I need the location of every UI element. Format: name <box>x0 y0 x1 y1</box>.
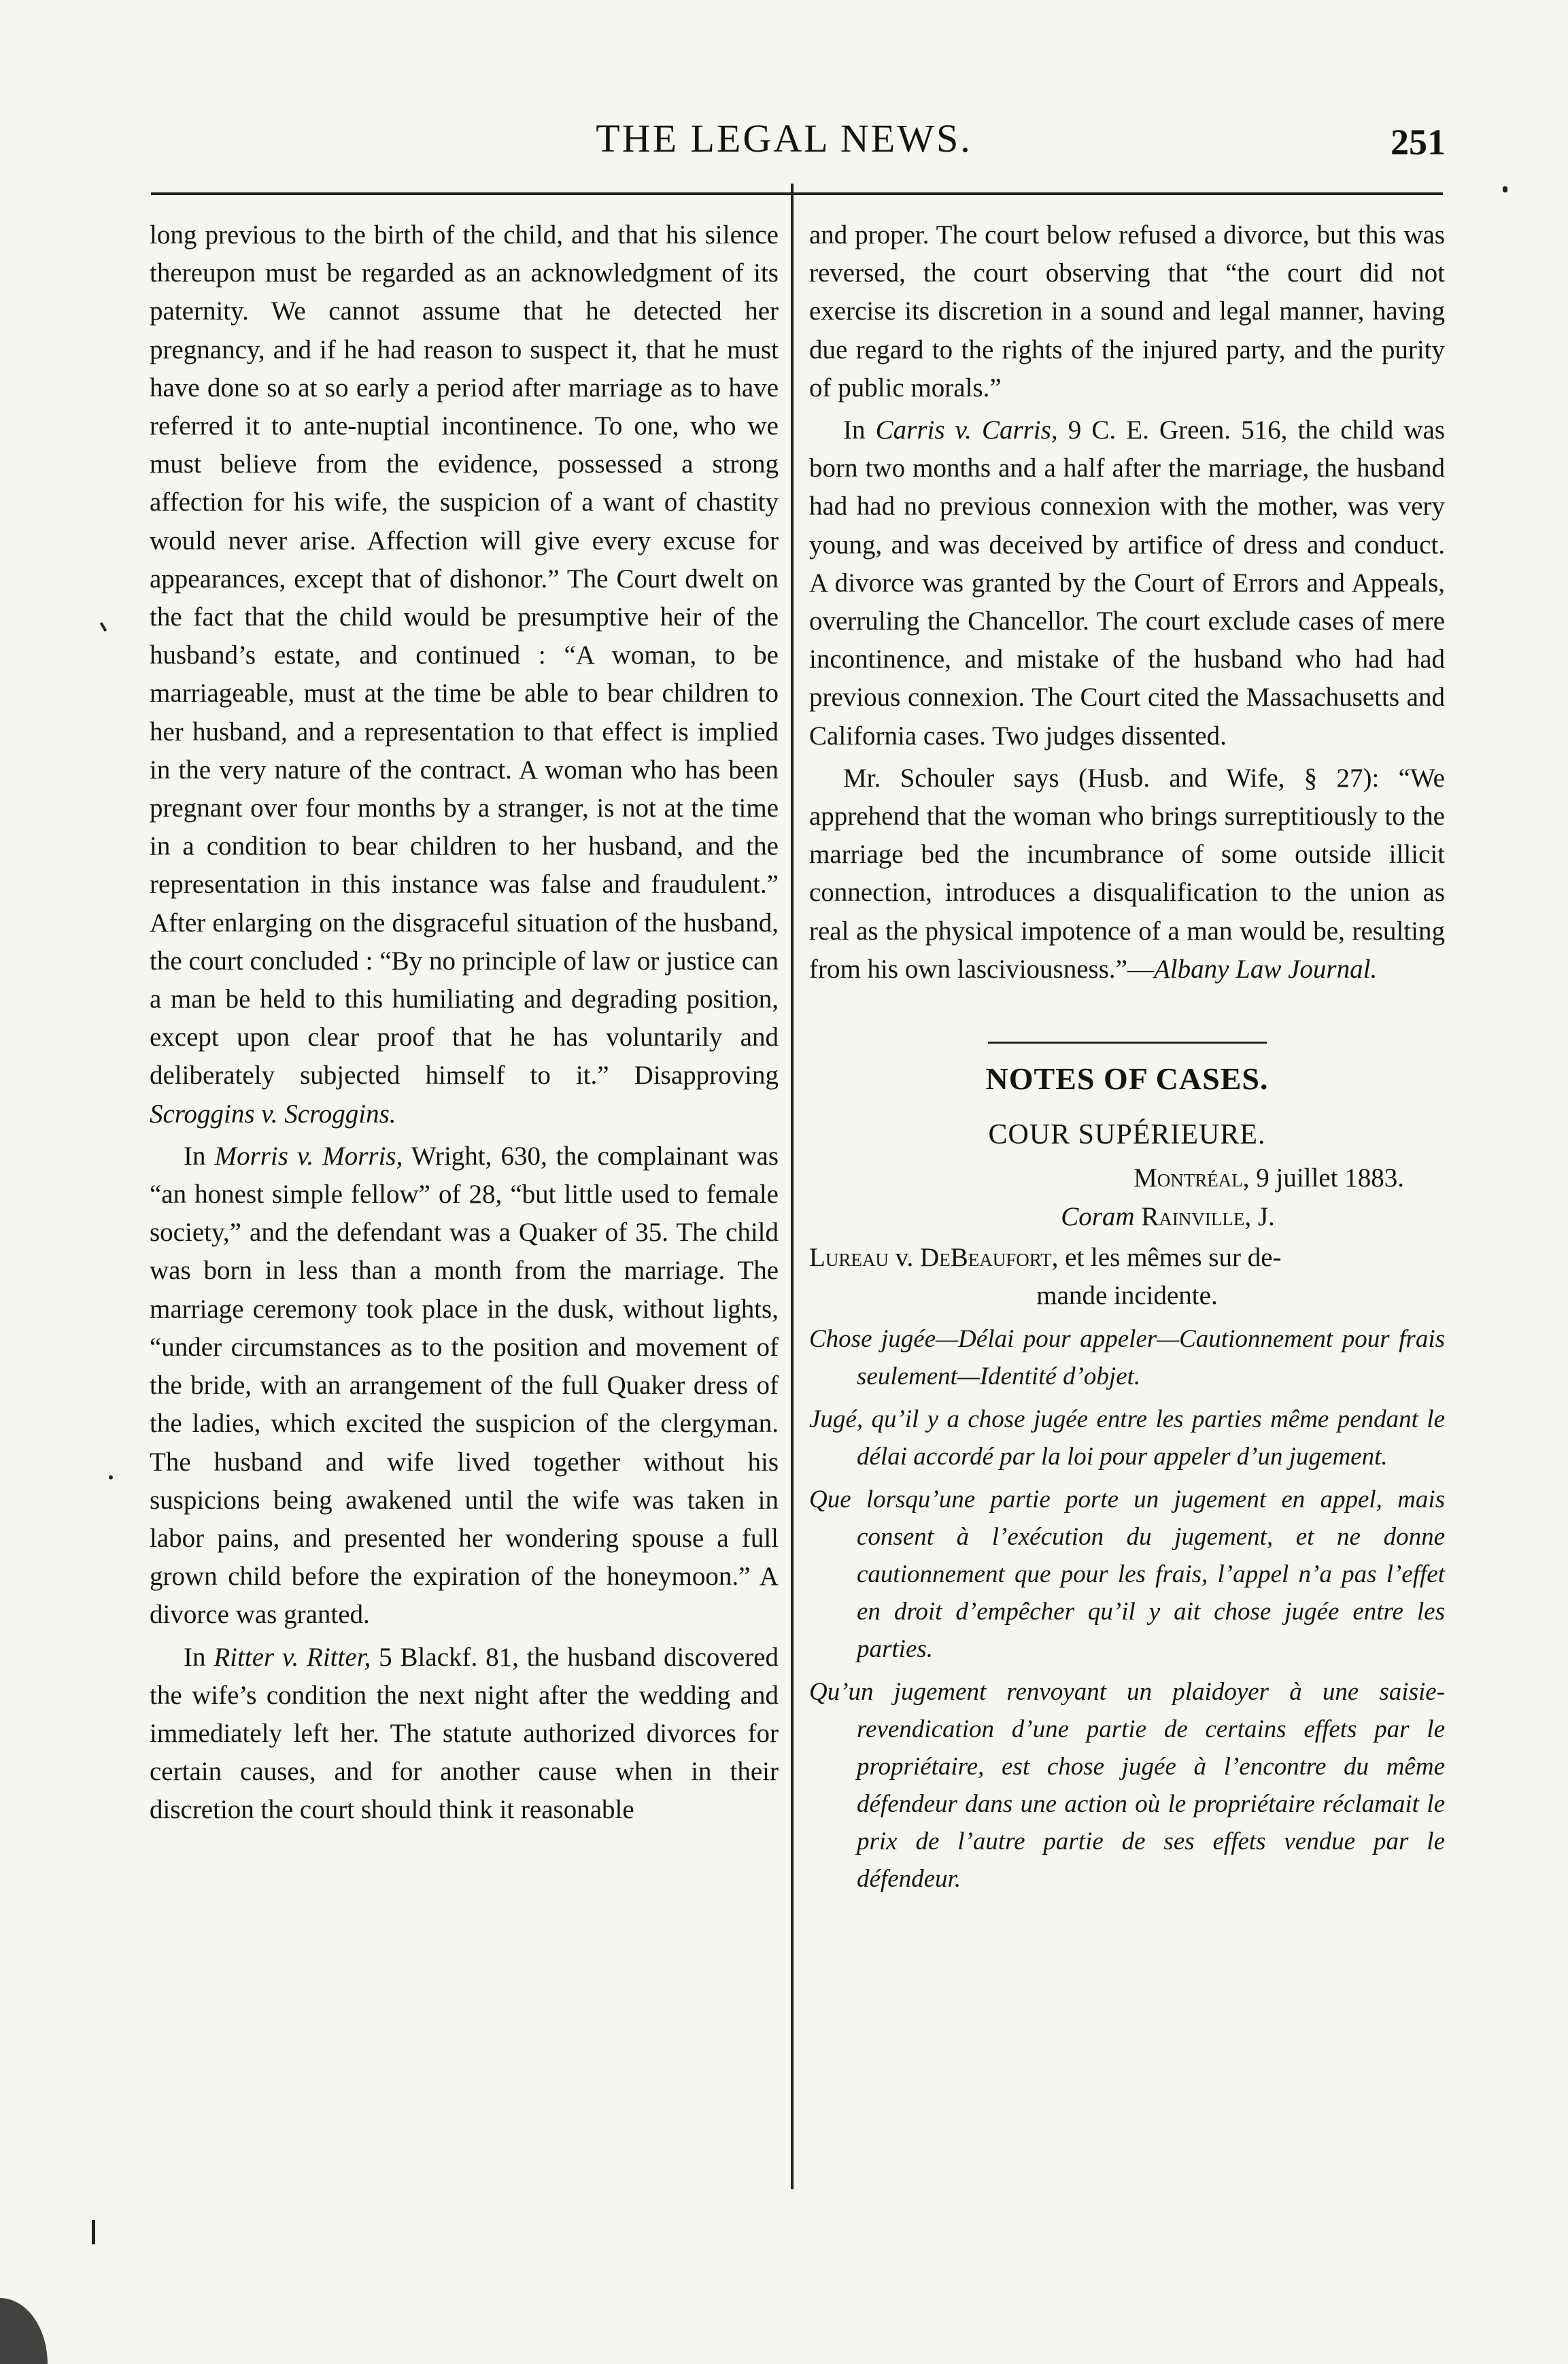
stray-mark <box>100 622 107 632</box>
paragraph-text: Wright, 630, the complainant was “an honest simple fellow” of 28, “but little used to female society,” and the defendant was a Quaker of 35. The child was born in less than a month from the marriage. The marriage ceremony took place in the dusk, without lights, “under circumstances as to the position and movement of the bride, with an arrangement of the full Quaker dress of the ladies, which excited the suspicion of the clergyman. The husband and wife lived together without his suspicions being awakened until the wife was taken in labor pains, and presented her wondering spouse a full grown child before the expiration of the honeymoon.” A divorce was granted. <box>150 1141 779 1630</box>
party-name: DeBeaufort, <box>920 1242 1059 1272</box>
paragraph-text: and proper. The court below refused a divorce, but this was reversed, the court observing that “the court did not exercise its discretion in a sound and legal manner, having due regard to the rights of the injured party, and the purity of public morals.” <box>809 220 1445 402</box>
paragraph-text: In <box>843 415 866 445</box>
court-name: COUR SUPÉRIEURE. <box>988 1119 1266 1151</box>
paragraph <box>150 216 779 1133</box>
paragraph-text: 5 Blackf. 81, the husband discovered the wife’s condition the next night after the wedding and immediately left her. The statute authorized divorces for certain causes, and for another cause when in their discretion the court should think it reasonable <box>150 1642 779 1825</box>
page-edge-shadow <box>0 2298 48 2364</box>
case-citation: Scroggins v. Scroggins. <box>150 1099 396 1129</box>
right-column <box>809 216 1445 1898</box>
versus: v. <box>895 1242 914 1272</box>
case-citation: Ritter v. Ritter, <box>214 1642 371 1672</box>
paragraph <box>809 759 1445 989</box>
paragraph-text: long previous to the birth of the child, and that his silence thereupon must be regarded as an acknowledgment of its paternity. We cannot assume that he detected her pregnancy, and if he had reason to suspect it, that he must have done so at so early a period after marriage as to have referred it to ante-nuptial incontinence. To one, who we must believe from the evidence, possessed a strong affection for his wife, the suspicion of a want of chastity would never arise. Affection will give every excuse for appearances, except that of dishonor.” The Court dwelt on the fact that the child would be presumptive heir of the husband’s estate, and continued : “A woman, to be marriageable, must at the time be able to bear children to her husband, and a representation to that effect is implied in the very nature of the contract. A woman who has been pregnant over four months by a stranger, is not at the time in a condition to bear children to her husband, and the representation in this instance was false and fraudulent.” After enlarging on the disgraceful situation of the husband, the court concluded : “By no principle of law or justice can a man be held to this humiliating and degrading position, except upon clear proof that he has voluntarily and deliberately subjected himself to it.” Disapproving <box>150 220 779 1091</box>
parties-text: et les mêmes sur de- <box>1065 1242 1282 1272</box>
left-column <box>150 216 779 1830</box>
paragraph-text: In <box>184 1642 206 1672</box>
date-text: 9 juillet 1883. <box>1256 1163 1404 1193</box>
page-number: 251 <box>1391 122 1446 162</box>
paragraph-text: In <box>184 1141 206 1171</box>
header-rule <box>151 192 1443 195</box>
party-name: Lureau <box>809 1242 889 1272</box>
paragraph-text: Mr. Schouler says (Husb. and Wife, § 27): “We apprehend that the woman who brings surreptitiously to the marriage bed the incumbrance of some outside illicit connection, introduces a disqualification to the union as real as the physical impotence of a man would be, resulting from his own lasciviousness.”— <box>809 763 1445 984</box>
paragraph-text: 9 C. E. Green. 516, the child was born two months and a half after the marriage, the husband had had no previous connexion with the mother, was very young, and was deceived by artifice of dress and conduct. A divorce was granted by the Court of Errors and Appeals, overruling the Chancellor. The court exclude cases of mere incontinence, and mistake of the husband who had had previous connexion. The Court cited the Massachusetts and California cases. Two judges dissented. <box>809 415 1446 751</box>
source-citation: Albany Law Journal. <box>1153 954 1378 984</box>
headnote: Que lorsqu’une partie porte un jugement en appel, mais consent à l’exécution du jugement, et ne donne cautionnement que pour les frais, l’appel n’a pas l’effet en droit d’empêcher qu’il y ait chose jugée entre les parties. <box>809 1486 1445 1664</box>
paragraph <box>809 411 1445 755</box>
section-title: NOTES OF CASES. <box>985 1061 1269 1097</box>
stray-mark <box>109 1475 113 1479</box>
case-date <box>809 1159 1445 1197</box>
section-rule <box>988 1042 1267 1044</box>
date-place: Montréal, <box>1134 1163 1250 1193</box>
page-header <box>0 102 1568 163</box>
paragraph <box>809 216 1445 407</box>
case-citation: Morris v. Morris, <box>214 1141 403 1171</box>
parties-line <box>809 1239 1445 1277</box>
stray-mark <box>92 2220 95 2244</box>
headnote: Qu’un jugement renvoyant un plaidoyer à une saisie-revendication d’une partie de certains effets par le propriétaire, est chose jugée à l’encontre du même défendeur dans une action où le propriétaire réclamait le prix de l’autre partie de ses effets vendue par le défendeur. <box>809 1678 1445 1894</box>
parties-line: mande incidente. <box>1036 1281 1218 1311</box>
paragraph <box>150 1639 779 1830</box>
coram <box>809 1198 1445 1236</box>
paragraph <box>150 1137 779 1634</box>
headnote: Chose jugée—Délai pour appeler—Cautionnement pour frais seulement—Identité d’objet. <box>809 1325 1445 1391</box>
journal-title: THE LEGAL NEWS. <box>596 116 972 160</box>
headnote: Jugé, qu’il y a chose jugée entre les parties même pendant le délai accordé par la loi pour appeler d’un jugement. <box>809 1405 1445 1471</box>
judge-name: Rainville, J. <box>1141 1201 1275 1231</box>
coram-word: Coram <box>1061 1201 1135 1231</box>
case-parties <box>809 1239 1445 1315</box>
case-citation: Carris v. Carris, <box>875 415 1058 445</box>
column-divider <box>791 184 794 2189</box>
stray-mark <box>1503 186 1507 192</box>
